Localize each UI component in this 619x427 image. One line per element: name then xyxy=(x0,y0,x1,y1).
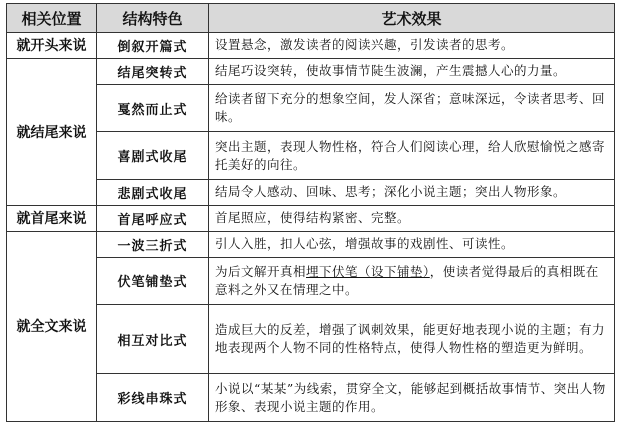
feature-cell: 喜剧式收尾 xyxy=(97,132,209,180)
feature-cell: 戛然而止式 xyxy=(97,84,209,132)
table-row xyxy=(7,305,615,374)
table-row xyxy=(7,84,615,132)
table-row xyxy=(7,58,615,84)
effect-cell xyxy=(209,257,615,305)
table-row xyxy=(7,231,615,257)
effect-cell: 结尾巧设突转，使故事情节陡生波澜，产生震撼人心的力量。 xyxy=(209,58,615,84)
feature-cell: 倒叙开篇式 xyxy=(97,33,209,59)
effect-cell: 小说以“某某”为线索，贯穿全文，能够起到概括故事情节、突出人物形象、表现小说主题的作用。 xyxy=(209,374,615,422)
position-cell: 就首尾来说 xyxy=(7,205,97,231)
effect-cell: 给读者留下充分的想象空间，发人深省；意味深远，令读者思考、回味。 xyxy=(209,84,615,132)
header-effect: 艺术效果 xyxy=(209,4,615,33)
feature-cell: 结尾突转式 xyxy=(97,58,209,84)
effect-cell: 引人入胜，扣人心弦，增强故事的戏剧性、可读性。 xyxy=(209,231,615,257)
position-cell: 就全文来说 xyxy=(7,231,97,421)
feature-cell: 一波三折式 xyxy=(97,231,209,257)
effect-cell: 结局令人感动、回味、思考；深化小说主题；突出人物形象。 xyxy=(209,179,615,205)
header-position: 相关位置 xyxy=(7,4,97,33)
table-row xyxy=(7,33,615,59)
effect-cell: 首尾照应，使得结构紧密、完整。 xyxy=(209,205,615,231)
underlined-phrase: 埋下伏笔（设下铺垫） xyxy=(306,263,430,279)
table-row xyxy=(7,205,615,231)
header-row xyxy=(7,4,615,33)
feature-cell: 彩线串珠式 xyxy=(97,374,209,422)
position-cell: 就开头来说 xyxy=(7,33,97,59)
effect-cell: 突出主题，表现人物性格，符合人们阅读心理，给人欣慰愉悦之感寄托美好的向往。 xyxy=(209,132,615,180)
table-row xyxy=(7,132,615,180)
table-row xyxy=(7,257,615,305)
effect-text: 为后文解开真相 xyxy=(215,263,307,279)
effect-cell: 设置悬念，激发读者的阅读兴趣，引发读者的思考。 xyxy=(209,33,615,59)
feature-cell: 伏笔铺垫式 xyxy=(97,257,209,305)
feature-cell: 首尾呼应式 xyxy=(97,205,209,231)
table-row xyxy=(7,179,615,205)
header-feature: 结构特色 xyxy=(97,4,209,33)
effect-text: ，使读者觉得最后的真相既在意料之外又在情理之中。 xyxy=(215,263,599,297)
position-cell: 就结尾来说 xyxy=(7,58,97,205)
feature-cell: 相互对比式 xyxy=(97,305,209,374)
feature-cell: 悲剧式收尾 xyxy=(97,179,209,205)
structure-table xyxy=(6,3,615,422)
effect-cell: 造成巨大的反差，增强了讽刺效果，能更好地表现小说的主题；有力地表现两个人物不同的性格特点，使得人物性格的塑造更为鲜明。 xyxy=(209,305,615,374)
table-row xyxy=(7,374,615,422)
